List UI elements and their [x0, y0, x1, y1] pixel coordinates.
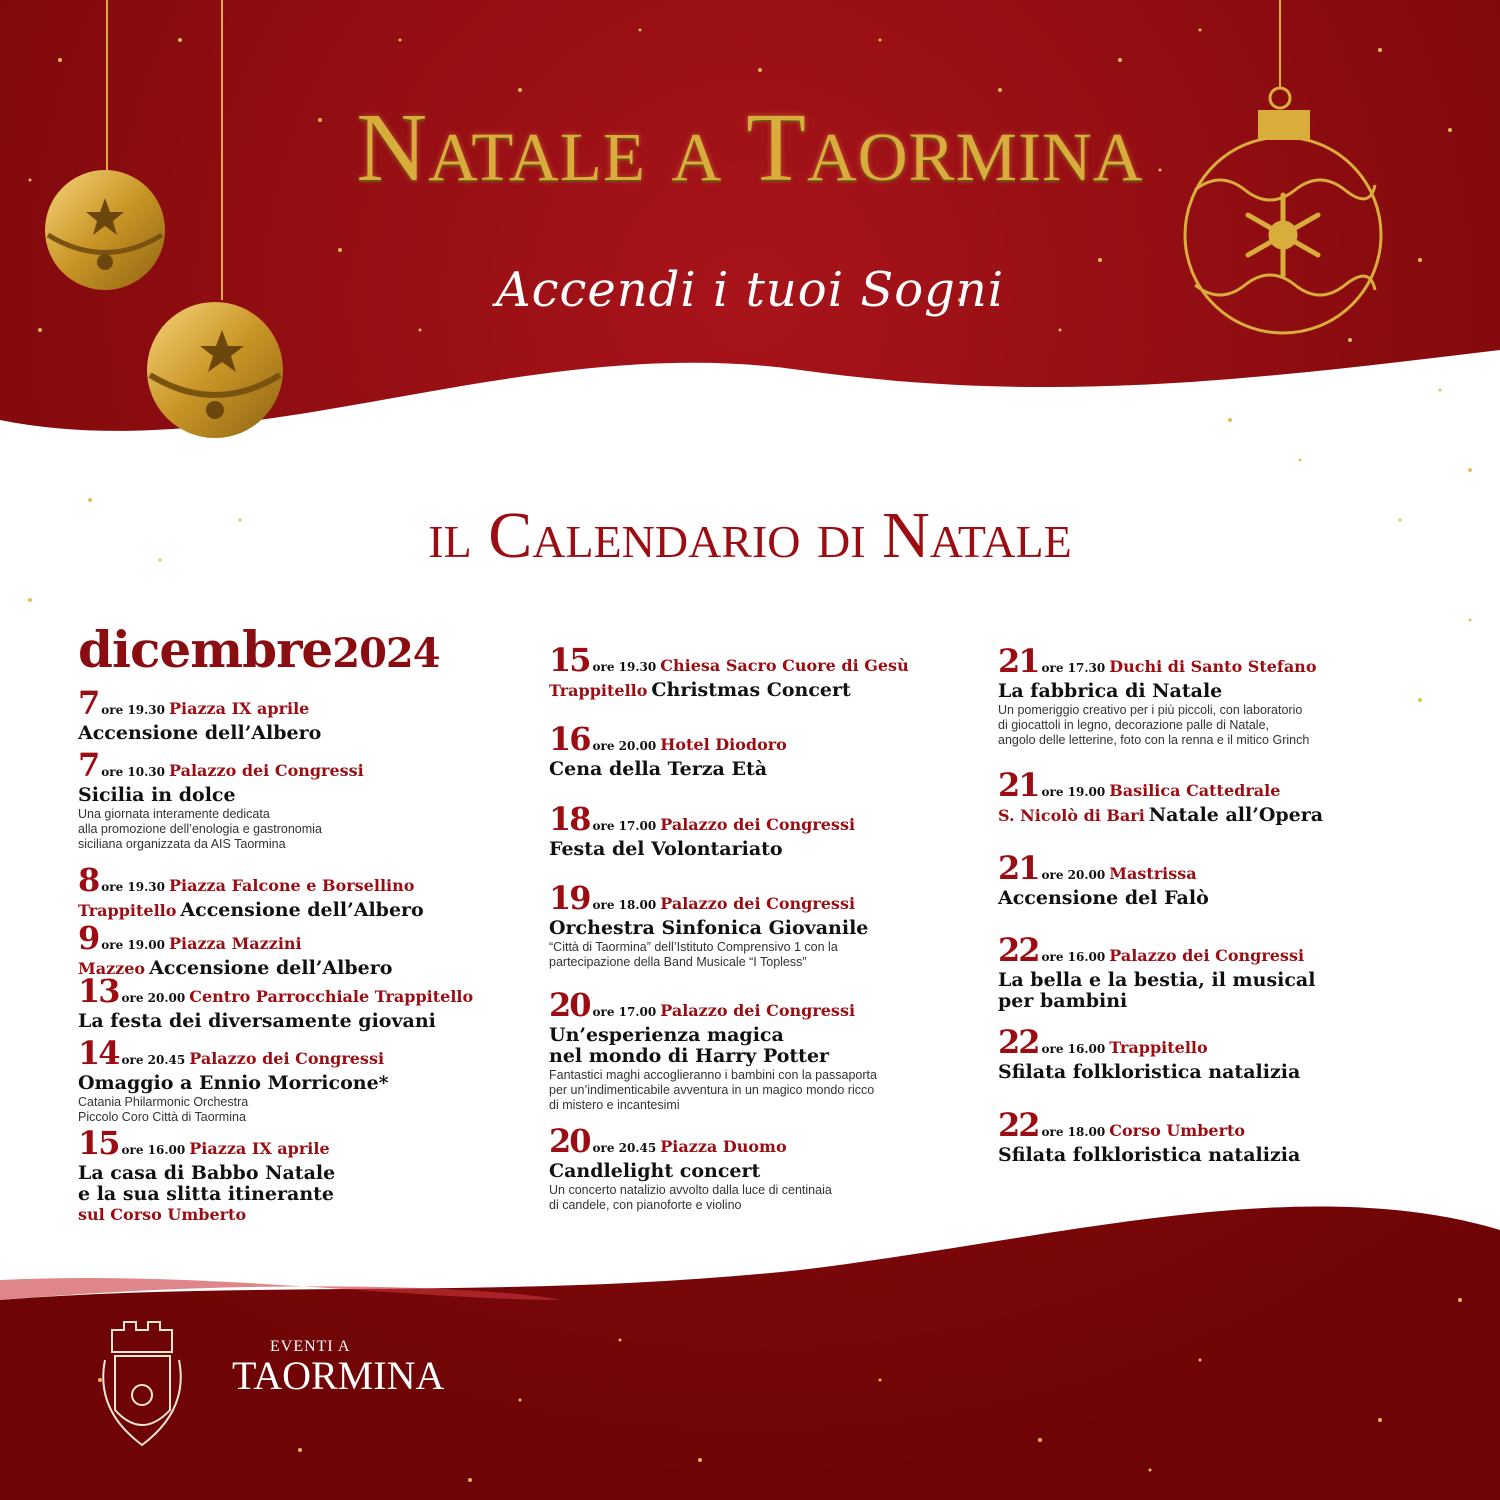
event-item: [998, 766, 1438, 826]
event-header: [78, 861, 518, 900]
event-place: Basilica Cattedrale: [1109, 781, 1281, 800]
event-place: Chiesa Sacro Cuore di Gesù: [660, 656, 909, 675]
event-header: [549, 800, 989, 839]
event-title: [998, 805, 1438, 826]
event-place: Palazzo dei Congressi: [660, 1001, 856, 1020]
event-header: [549, 641, 989, 680]
event-title-line: Christmas Concert: [651, 679, 851, 701]
event-title-line: e la sua slitta itinerante: [78, 1183, 335, 1205]
event-description-line: partecipazione della Band Musicale “I Topless”: [549, 955, 807, 969]
event-description-line: di candele, con pianoforte e violino: [549, 1198, 742, 1212]
event-time: ore 19.00: [1041, 785, 1106, 799]
event-item: [78, 972, 518, 1032]
event-title-line: nel mondo di Harry Potter: [549, 1045, 830, 1067]
event-place: Piazza IX aprile: [189, 1139, 330, 1158]
event-description-line: di giocattoli in legno, decorazione palle di Natale,: [998, 718, 1270, 732]
event-day: 16: [549, 720, 590, 758]
event-place: Piazza Falcone e Borsellino: [168, 876, 415, 895]
event-header: [549, 986, 989, 1025]
event-time: ore 16.00: [1041, 950, 1106, 964]
eventi-taormina-logo: [232, 1338, 444, 1396]
event-title-line: La festa dei diversamente giovani: [78, 1010, 436, 1032]
event-day: 22: [998, 931, 1039, 969]
event-title-line: per bambini: [998, 990, 1128, 1012]
event-title-line: Omaggio a Ennio Morricone*: [78, 1072, 389, 1094]
event-item: [78, 746, 518, 852]
event-day: 7: [78, 746, 99, 784]
event-title: [998, 1062, 1438, 1083]
event-description-line: Un pomeriggio creativo per i più piccoli, con laboratorio: [998, 703, 1303, 717]
event-item: [549, 800, 989, 860]
event-header: [998, 931, 1438, 970]
event-day: 9: [78, 919, 99, 957]
event-location-prefix: Trappitello: [78, 901, 177, 920]
event-title-line: Sfilata folkloristica natalizia: [998, 1061, 1301, 1083]
month-heading: [78, 620, 440, 679]
event-time: ore 17.00: [592, 1005, 657, 1019]
event-item: [998, 1023, 1438, 1083]
event-title: [78, 1163, 518, 1205]
event-place: Palazzo dei Congressi: [189, 1049, 385, 1068]
event-title-line: Festa del Volontariato: [549, 838, 783, 860]
event-description-line: Una giornata interamente dedicata: [78, 807, 270, 821]
event-time: ore 19.30: [101, 703, 165, 717]
event-place: Piazza Mazzini: [168, 934, 302, 953]
event-description: [549, 940, 989, 970]
event-title: [549, 1161, 989, 1182]
event-description-line: per un’indimenticabile avventura in un magico mondo ricco: [549, 1083, 875, 1097]
event-title: [78, 723, 518, 744]
event-day: 7: [78, 684, 99, 722]
event-location-prefix: Trappitello: [549, 681, 648, 700]
event-time: ore 18.00: [1041, 1125, 1106, 1139]
event-description: [549, 1183, 989, 1213]
event-day: 21: [998, 766, 1039, 804]
event-location-note: sul Corso Umberto: [78, 1205, 247, 1224]
event-time: ore 20.45: [121, 1053, 186, 1067]
event-description: [78, 807, 518, 852]
event-header: [78, 1124, 518, 1163]
event-description-line: alla promozione dell’enologia e gastronomia: [78, 822, 322, 836]
event-day: 8: [78, 861, 99, 899]
event-time: ore 17.00: [592, 819, 657, 833]
event-header: [78, 1034, 518, 1073]
event-title: [549, 759, 989, 780]
event-description: [998, 703, 1438, 748]
event-time: ore 10.30: [101, 765, 165, 779]
event-time: ore 20.00: [1041, 868, 1106, 882]
event-place: Corso Umberto: [1109, 1121, 1246, 1140]
event-title: [78, 1073, 518, 1094]
event-title-line: La fabbrica di Natale: [998, 680, 1223, 702]
event-header: [78, 746, 518, 785]
event-item: [998, 849, 1438, 909]
event-title-line: Accensione del Falò: [998, 887, 1209, 909]
event-title-line: Cena della Terza Età: [549, 758, 768, 780]
event-title: [998, 681, 1438, 702]
event-day: 20: [549, 1122, 590, 1160]
event-title: [78, 1011, 518, 1032]
event-description-line: Un concerto natalizio avvolto dalla luce di centinaia: [549, 1183, 832, 1197]
event-header: [78, 684, 518, 723]
event-day: 19: [549, 879, 590, 917]
event-header: [998, 1023, 1438, 1062]
event-title-line: Accensione dell’Albero: [149, 957, 393, 979]
event-time: ore 20.00: [592, 739, 657, 753]
event-time: ore 19.30: [592, 660, 657, 674]
event-time: ore 16.00: [121, 1143, 186, 1157]
event-title: [78, 785, 518, 806]
event-place: Palazzo dei Congressi: [660, 894, 856, 913]
event-header: [998, 849, 1438, 888]
event-day: 21: [998, 642, 1039, 680]
event-title-line: La bella e la bestia, il musical: [998, 969, 1316, 991]
event-header: [78, 919, 518, 958]
event-header: [998, 1106, 1438, 1145]
event-title-line: Accensione dell’Albero: [78, 722, 322, 744]
event-day: 15: [78, 1124, 119, 1162]
calendar-title: il Calendario di Natale: [428, 499, 1072, 572]
event-item: [549, 879, 989, 970]
event-title: [549, 1025, 989, 1067]
event-day: 22: [998, 1023, 1039, 1061]
logo-text-big: TAORMINA: [232, 1353, 445, 1398]
event-title: [549, 680, 989, 701]
event-place: Piazza IX aprile: [168, 699, 310, 718]
main-title: Natale a Taormina: [356, 94, 1144, 202]
event-item: [78, 919, 518, 979]
event-title-line: Sfilata folkloristica natalizia: [998, 1144, 1301, 1166]
event-title-line: Natale all’Opera: [1148, 804, 1324, 826]
event-item: [998, 931, 1438, 1012]
event-time: ore 19.30: [101, 880, 165, 894]
event-title-line: Sicilia in dolce: [78, 784, 236, 806]
month-name: dicembre: [78, 620, 333, 679]
event-day: 22: [998, 1106, 1039, 1144]
event-title: [549, 918, 989, 939]
subtitle: Accendi i tuoi Sogni: [495, 262, 1005, 318]
event-title-line: Un’esperienza magica: [549, 1024, 784, 1046]
event-time: ore 20.00: [121, 991, 186, 1005]
event-place: Trappitello: [1109, 1038, 1208, 1057]
event-item: [78, 861, 518, 921]
event-description: [78, 1095, 518, 1125]
event-description-line: Catania Philarmonic Orchestra: [78, 1095, 249, 1109]
event-day: 13: [78, 972, 119, 1010]
event-place: Duchi di Santo Stefano: [1109, 657, 1317, 676]
event-time: ore 18.00: [592, 898, 657, 912]
event-place: Mastrissa: [1109, 864, 1197, 883]
event-day: 20: [549, 986, 590, 1024]
event-description-line: “Città di Taormina” dell’Istituto Comprensivo 1 con la: [549, 940, 838, 954]
event-item: [998, 642, 1438, 748]
month-year: 2024: [332, 630, 440, 677]
event-header: [549, 879, 989, 918]
event-header: [549, 720, 989, 759]
event-description-line: angolo delle letterine, foto con la renna e il mitico Grinch: [998, 733, 1310, 747]
event-title: [998, 888, 1438, 909]
event-place: Palazzo dei Congressi: [660, 815, 856, 834]
event-item: [549, 986, 989, 1113]
event-title-line: Candlelight concert: [549, 1160, 761, 1182]
event-item: [549, 641, 989, 701]
event-place: Hotel Diodoro: [660, 735, 787, 754]
event-title: [998, 970, 1438, 1012]
event-location-prefix: Mazzeo: [78, 959, 146, 978]
event-description-line: Fantastici maghi accoglieranno i bambini con la passaporta: [549, 1068, 877, 1082]
event-title: [78, 900, 518, 921]
event-time: ore 20.45: [592, 1141, 657, 1155]
event-description-line: di mistero e incantesimi: [549, 1098, 680, 1112]
event-place: Palazzo dei Congressi: [1109, 946, 1305, 965]
event-header: [549, 1122, 989, 1161]
jingle-bell-icon: [147, 302, 283, 438]
event-day: 21: [998, 849, 1039, 887]
event-header: [998, 642, 1438, 681]
event-item: [549, 1122, 989, 1213]
event-header: [78, 972, 518, 1011]
event-place: Centro Parrocchiale Trappitello: [189, 987, 474, 1006]
event-time: ore 17.30: [1041, 661, 1106, 675]
event-item: [549, 720, 989, 780]
event-item: [78, 1034, 518, 1125]
event-place: Piazza Duomo: [660, 1137, 787, 1156]
event-location-prefix: S. Nicolò di Bari: [998, 806, 1145, 825]
event-time: ore 16.00: [1041, 1042, 1106, 1056]
event-header: [998, 766, 1438, 805]
event-description-line: Piccolo Coro Città di Taormina: [78, 1110, 246, 1124]
event-item: [998, 1106, 1438, 1166]
event-title-line: Accensione dell’Albero: [180, 899, 424, 921]
event-day: 15: [549, 641, 590, 679]
event-title-line: Orchestra Sinfonica Giovanile: [549, 917, 869, 939]
event-title: [998, 1145, 1438, 1166]
event-title: [549, 839, 989, 860]
event-description-line: siciliana organizzata da AIS Taormina: [78, 837, 286, 851]
event-item: [78, 684, 518, 744]
event-description: [549, 1068, 989, 1113]
event-day: 18: [549, 800, 590, 838]
event-time: ore 19.00: [101, 938, 165, 952]
event-title: [78, 958, 518, 979]
logo-text-small: EVENTI A: [270, 1338, 351, 1355]
event-title-line: La casa di Babbo Natale: [78, 1162, 336, 1184]
event-place: Palazzo dei Congressi: [168, 761, 364, 780]
event-item: [78, 1124, 518, 1225]
event-day: 14: [78, 1034, 119, 1072]
